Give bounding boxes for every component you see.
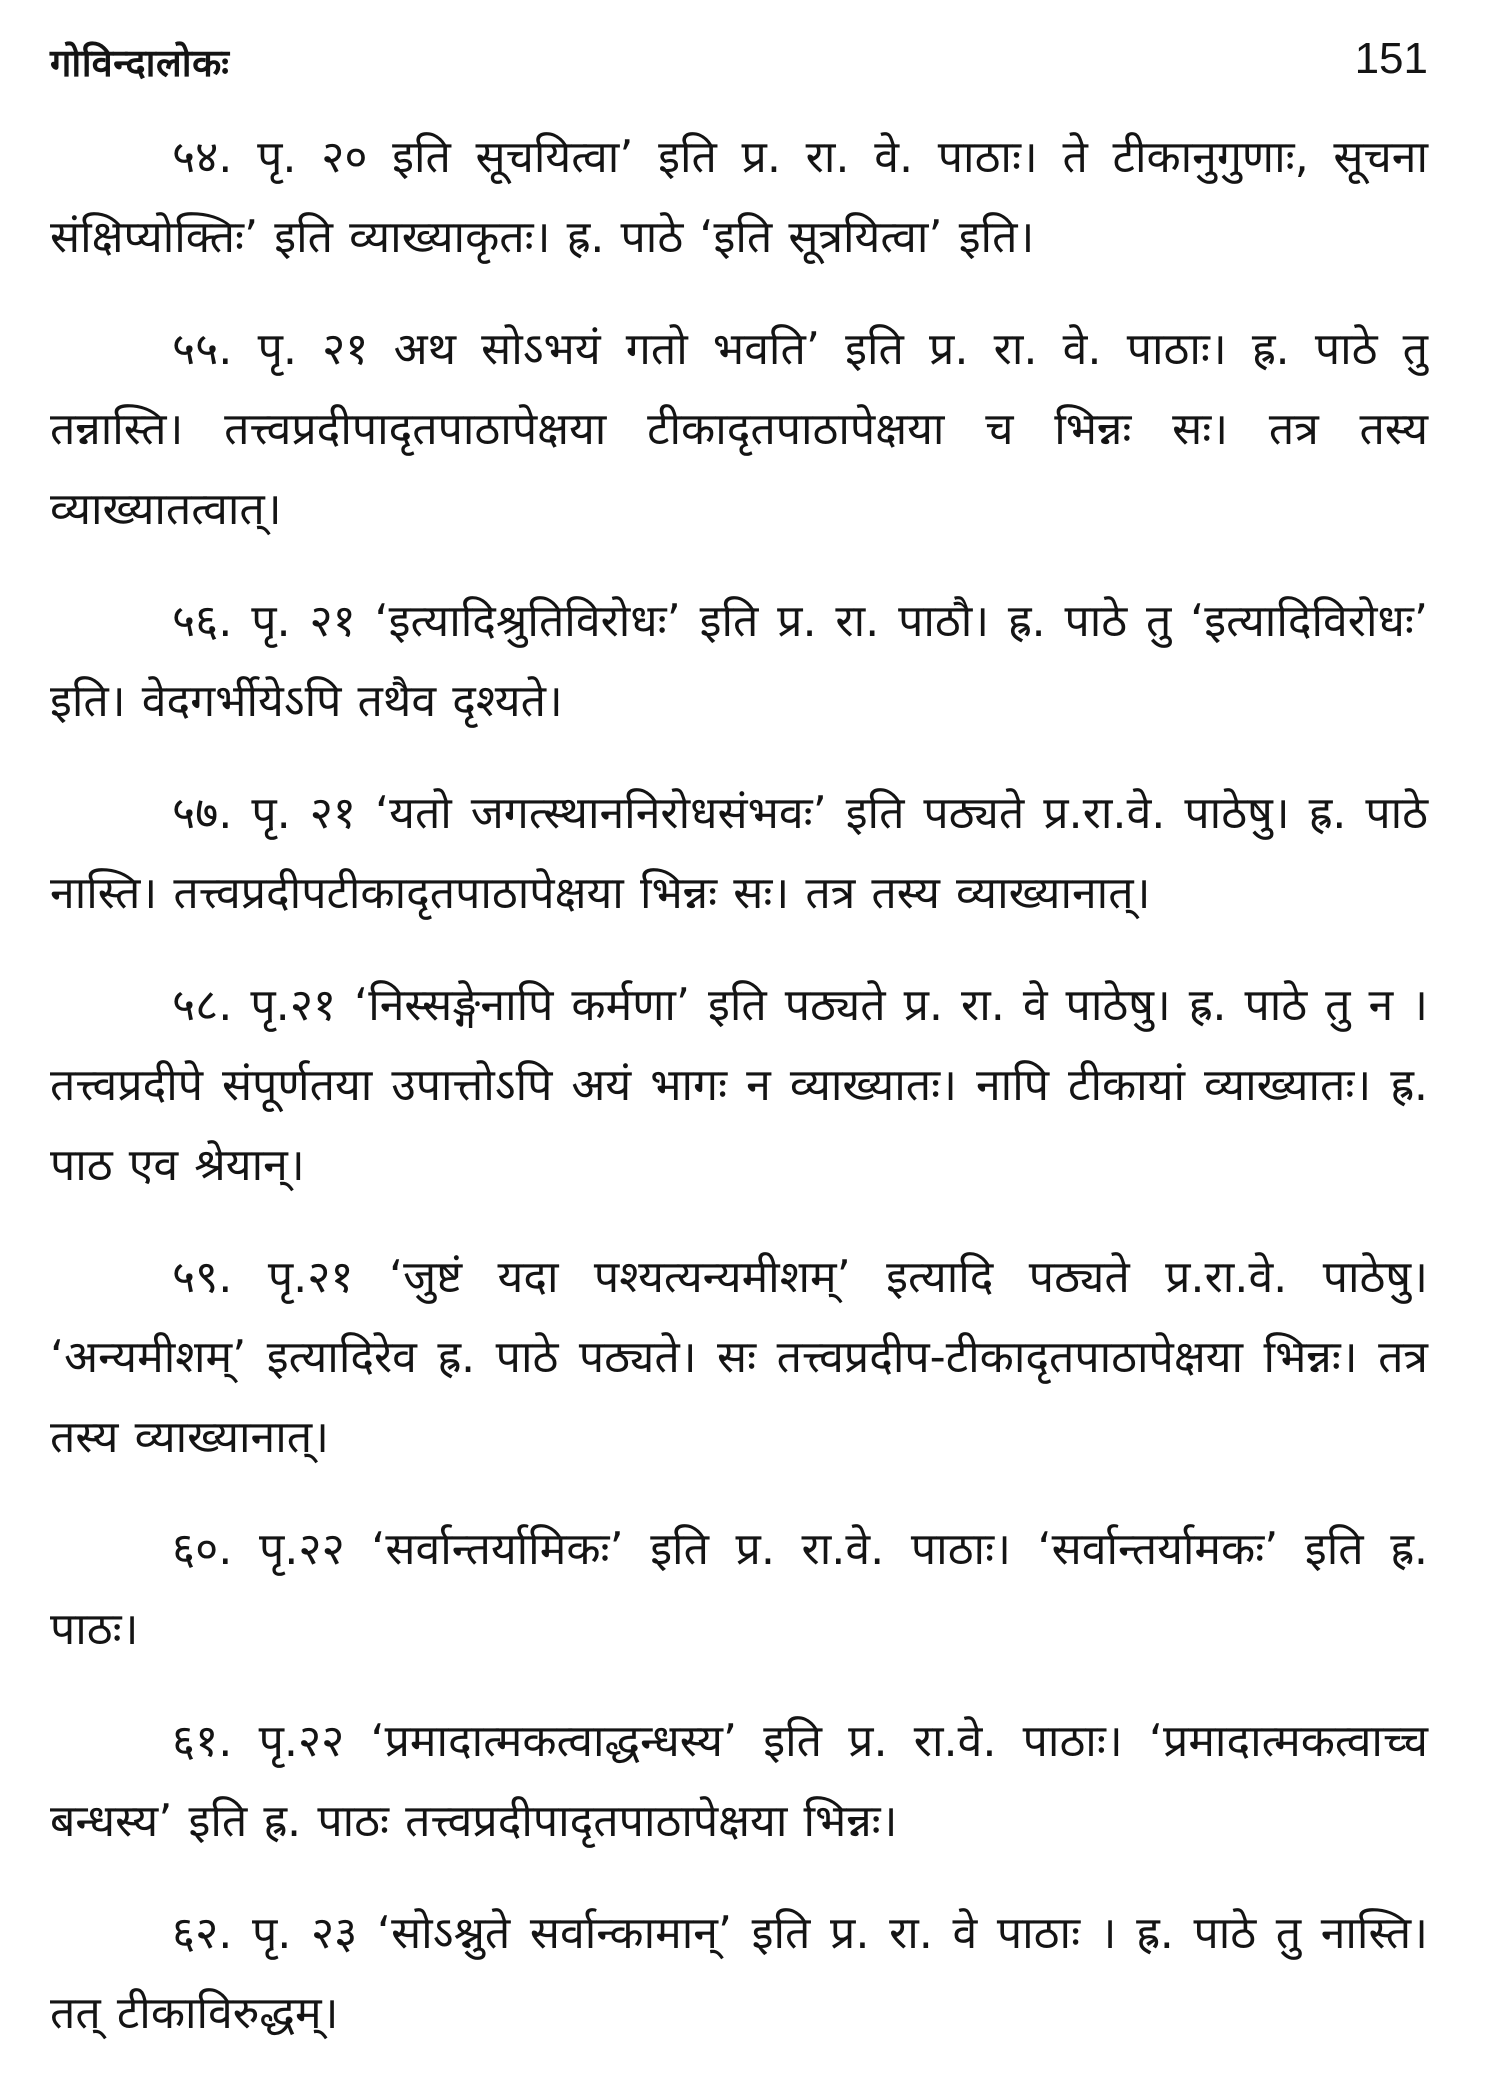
page-number: 151 — [1354, 34, 1428, 83]
footnote-entry-56: ५६. पृ. २१ ‘इत्यादिश्रुतिविरोधः’ इति प्र. रा. पाठौ। ह्र. पाठे तु ‘इत्यादिविरोधः’ इति। वेदगर्भीयेऽपि तथैव दृश्यते। — [50, 596, 1428, 727]
footnote-entry-57: ५७. पृ. २१ ‘यतो जगत्स्थाननिरोधसंभवः’ इति पठ्यते प्र.रा.वे. पाठेषु। ह्र. पाठे नास्ति। तत्त्वप्रदीपटीकादृतपाठापेक्षया भिन्नः सः। तत्र तस्य व्याख्यानात्। — [50, 788, 1428, 919]
footnote-list — [50, 118, 1428, 2086]
running-title: गोविन्दालोकः — [50, 41, 230, 85]
footnote-entry-60: ६०. पृ.२२ ‘सर्वान्तर्यामिकः’ इति प्र. रा.वे. पाठाः। ‘सर्वान्तर्यामकः’ इति ह्र. पाठः। — [50, 1524, 1428, 1655]
footnote-entry-61: ६१. पृ.२२ ‘प्रमादात्मकत्वाद्धन्धस्य’ इति प्र. रा.वे. पाठाः। ‘प्रमादात्मकत्वाच्च बन्धस्य’ इति ह्र. पाठः तत्त्वप्रदीपादृतपाठापेक्षया भिन्नः। — [50, 1716, 1428, 1847]
footnote-entry-54: ५४. पृ. २० इति सूचयित्वा’ इति प्र. रा. वे. पाठाः। ते टीकानुगुणाः, सूचना संक्षिप्योक्तिः’ इति व्याख्याकृतः। ह्र. पाठे ‘इति सूत्रयित्वा’ इति। — [50, 132, 1428, 263]
footnote-entry-58: ५८. पृ.२१ ‘निस्सङ्गेनापि कर्मणा’ इति पठ्यते प्र. रा. वे पाठेषु। ह्र. पाठे तु न । तत्त्वप्रदीपे संपूर्णतया उपात्तोऽपि अयं भागः न व्याख्यातः। नापि टीकायां व्याख्यातः। ह्र. पाठ एव श्रेयान्। — [50, 980, 1428, 1191]
footnote-entry-55: ५५. पृ. २१ अथ सोऽभयं गतो भवति’ इति प्र. रा. वे. पाठाः। ह्र. पाठे तु तन्नास्ति। तत्त्वप्रदीपादृतपाठापेक्षया टीकादृतपाठापेक्षया च भिन्नः सः। तत्र तस्य व्याख्यातत्वात्। — [50, 324, 1428, 535]
footnote-entry-59: ५९. पृ.२१ ‘जुष्टं यदा पश्यत्यन्यमीशम्’ इत्यादि पठ्यते प्र.रा.वे. पाठेषु। ‘अन्यमीशम्’ इत्यादिरेव ह्र. पाठे पठ्यते। सः तत्त्वप्रदीप-टीकादृतपाठापेक्षया भिन्नः। तत्र तस्य व्याख्यानात्। — [50, 1252, 1428, 1463]
footnote-entry-62: ६२. पृ. २३ ‘सोऽश्नुते सर्वान्कामान्’ इति प्र. रा. वे पाठाः । ह्र. पाठे तु नास्ति। तत् टीकाविरुद्धम्। — [50, 1908, 1428, 2039]
